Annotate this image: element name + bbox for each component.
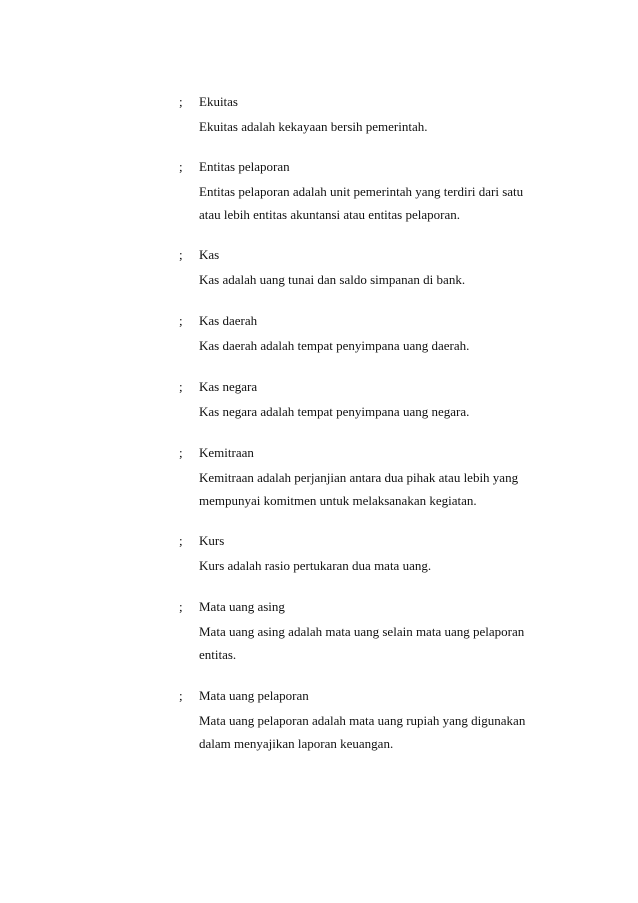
entry-definition: Kas adalah uang tunai dan saldo simpanan di bank.: [199, 272, 466, 287]
entry-bullet: ;: [179, 599, 183, 614]
entry-definition: Kas negara adalah tempat penyimpana uang negara.: [199, 404, 470, 419]
glossary-entry-kemitraan: [175, 443, 555, 512]
entry-bullet: ;: [179, 688, 183, 703]
entry-term: Kas negara: [199, 379, 258, 394]
entry-definition: Ekuitas adalah kekayaan bersih pemerintah.: [199, 119, 428, 134]
glossary-entry-kurs: [175, 531, 555, 577]
glossary-entry-kas: [175, 245, 555, 291]
entry-term: Mata uang asing: [199, 599, 285, 614]
glossary-entry-ekuitas: [175, 92, 555, 138]
entry-bullet: ;: [179, 533, 183, 548]
entry-bullet: ;: [179, 379, 183, 394]
entry-bullet: ;: [179, 445, 183, 460]
entry-definition: Kas daerah adalah tempat penyimpana uang daerah.: [199, 338, 470, 353]
entry-term: Kas: [199, 247, 220, 262]
entry-definition: Mata uang asing adalah mata uang selain mata uang pelaporan entitas.: [199, 624, 525, 662]
entry-definition: Kurs adalah rasio pertukaran dua mata uang.: [199, 558, 432, 573]
entry-term: Ekuitas: [199, 94, 238, 109]
entry-term: Kas daerah: [199, 313, 258, 328]
entry-definition: Entitas pelaporan adalah unit pemerintah yang terdiri dari satu atau lebih entitas akuntansi atau entitas pelaporan.: [199, 184, 524, 222]
entry-definition: Mata uang pelaporan adalah mata uang rupiah yang digunakan dalam menyajikan laporan keuangan.: [199, 713, 526, 751]
entry-term: Entitas pelaporan: [199, 159, 290, 174]
entry-bullet: ;: [179, 313, 183, 328]
entry-definition: Kemitraan adalah perjanjian antara dua pihak atau lebih yang mempunyai komitmen untuk melaksanakan kegiatan.: [199, 470, 519, 508]
glossary-entry-kas-daerah: [175, 311, 555, 357]
entry-term: Kemitraan: [199, 445, 254, 460]
glossary-entry-entitas-pelaporan: [175, 157, 555, 226]
glossary-entry-mata-uang-asing: [175, 597, 555, 666]
glossary-entry-kas-negara: [175, 377, 555, 423]
entry-term: Kurs: [199, 533, 225, 548]
glossary-entry-mata-uang-pelaporan: [175, 686, 555, 755]
entry-term: Mata uang pelaporan: [199, 688, 309, 703]
entry-bullet: ;: [179, 247, 183, 262]
entry-bullet: ;: [179, 159, 183, 174]
entry-bullet: ;: [179, 94, 183, 109]
